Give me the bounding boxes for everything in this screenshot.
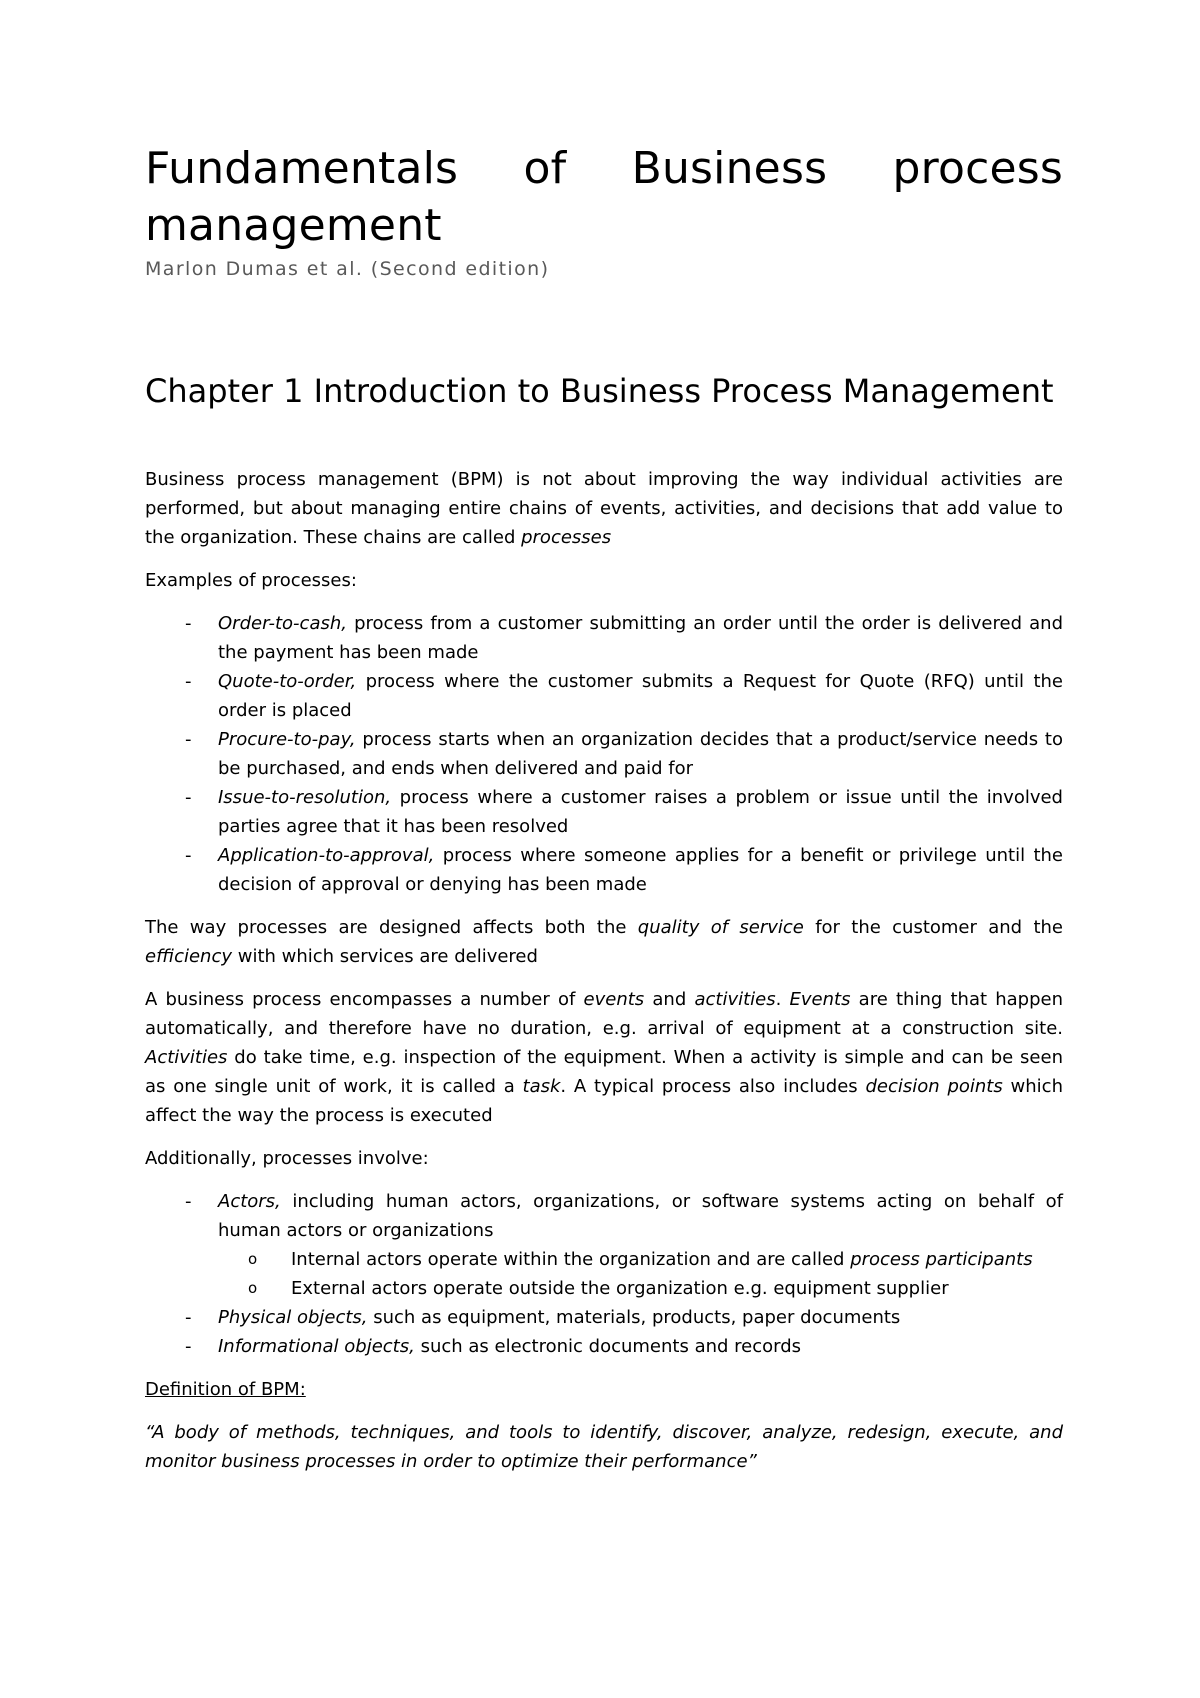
intro-paragraph: Business process management (BPM) is not about improving the way individual activities are performed, but about managing entire chains of events, activities, and decisions that add value to the organization. These chains are called processes xyxy=(145,469,1063,548)
list-item: - Issue-to-resolution, process where a customer raises a problem or issue until the involved parties agree that it has been resolved xyxy=(145,783,1063,841)
document-page xyxy=(145,140,1063,1490)
dash-bullet: - xyxy=(185,787,192,808)
intro-emphasis: processes xyxy=(521,527,612,548)
quality-paragraph: The way processes are designed affects both the quality of service for the customer and the efficiency with which services are delivered xyxy=(145,917,1063,967)
dash-bullet: - xyxy=(185,845,192,866)
list-item: - Actors, including human actors, organizations, or software systems acting on behalf of human actors or organizations o Internal actors operate within the organization and are called process participants o External actors operate outside the organization e.g. equipment supplier xyxy=(145,1187,1063,1303)
involve-list xyxy=(145,1187,1063,1361)
dash-bullet: - xyxy=(185,729,192,750)
list-item: - Quote-to-order, process where the customer submits a Request for Quote (RFQ) until the order is placed xyxy=(145,667,1063,725)
sublist-item: o Internal actors operate within the organization and are called process participants xyxy=(145,1245,1063,1274)
circle-bullet: o xyxy=(248,1250,258,1268)
events-paragraph: A business process encompasses a number of events and activities. Events are thing that happen automatically, and therefore have no duration, e.g. arrival of equipment at a construction site. Activities do take time, e.g. inspection of the equipment. When a activity is simple and can be seen as one single unit of work, it is called a task. A typical process also includes decision points which affect the way the process is executed xyxy=(145,989,1064,1126)
list-item: - Physical objects, such as equipment, materials, products, paper documents xyxy=(145,1303,1063,1332)
dash-bullet: - xyxy=(185,613,192,634)
dash-bullet: - xyxy=(185,1307,192,1328)
list-item: - Procure-to-pay, process starts when an organization decides that a product/service needs to be purchased, and ends when delivered and paid for xyxy=(145,725,1063,783)
document-subtitle: Marlon Dumas et al. (Second edition) xyxy=(145,258,550,280)
dash-bullet: - xyxy=(185,1336,192,1357)
dash-bullet: - xyxy=(185,1191,192,1212)
sublist-item: o External actors operate outside the organization e.g. equipment supplier xyxy=(145,1274,1063,1303)
definition-quote: “A body of methods, techniques, and tools to identify, discover, analyze, redesign, execute, and monitor business processes in order to optimize their performance” xyxy=(145,1422,1063,1472)
chapter-heading: Chapter 1 Introduction to Business Process Management xyxy=(145,372,1054,410)
examples-list xyxy=(145,609,1063,899)
list-item: - Informational objects, such as electronic documents and records xyxy=(145,1332,1063,1361)
document-title: Fundamentals of Business process management xyxy=(145,143,1063,251)
list-item: - Order-to-cash, process from a customer submitting an order until the order is delivered and the payment has been made xyxy=(145,609,1063,667)
list-item: - Application-to-approval, process where someone applies for a benefit or privilege until the decision of approval or denying has been made xyxy=(145,841,1063,899)
involve-heading: Additionally, processes involve: xyxy=(145,1148,429,1169)
definition-heading: Definition of BPM: xyxy=(145,1379,306,1400)
examples-heading: Examples of processes: xyxy=(145,570,357,591)
dash-bullet: - xyxy=(185,671,192,692)
circle-bullet: o xyxy=(248,1279,258,1297)
actors-sublist xyxy=(218,1245,1063,1303)
